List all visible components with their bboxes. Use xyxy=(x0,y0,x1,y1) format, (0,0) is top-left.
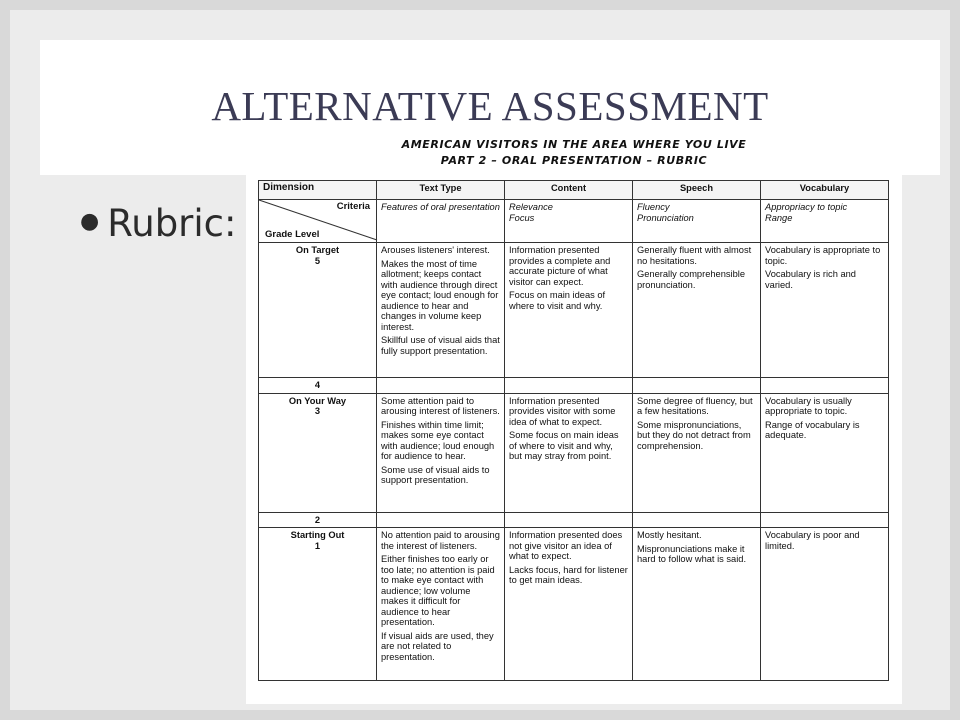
level-5-label-cell xyxy=(259,243,377,378)
cell-item: Generally comprehensible pronunciation. xyxy=(637,269,746,290)
empty-cell xyxy=(505,378,633,394)
level-5-text-type xyxy=(377,243,505,378)
criteria-speech-2: Pronunciation xyxy=(637,212,694,223)
cell-item: Vocabulary is poor and limited. xyxy=(765,530,860,551)
empty-cell xyxy=(377,378,505,394)
cell-item: No attention paid to arousing the interest of listeners. xyxy=(381,530,500,551)
level-2-number: 2 xyxy=(259,512,377,528)
level-3-text-type xyxy=(377,393,505,512)
cell-item: Mispronunciations make it hard to follow what is said. xyxy=(637,543,747,564)
level-3-number: 3 xyxy=(314,406,321,416)
slide-title: ALTERNATIVE ASSESSMENT xyxy=(211,83,769,129)
cell-item: Some use of visual aids to support presentation. xyxy=(381,464,490,485)
rubric-table xyxy=(258,180,889,681)
criteria-row xyxy=(259,200,889,243)
rubric-document xyxy=(246,138,902,704)
level-5-label: On Target xyxy=(295,245,340,255)
level-3-speech xyxy=(633,393,761,512)
level-1-speech xyxy=(633,528,761,681)
grade-level-label: Grade Level xyxy=(265,228,320,240)
header-content: Content xyxy=(505,181,633,200)
level-4-number: 4 xyxy=(259,378,377,394)
empty-cell xyxy=(505,512,633,528)
level-3-label: On Your Way xyxy=(288,395,347,406)
cell-item: Either finishes too early or too late; no attention is paid to make eye contact with audience; low volume makes it difficult for audience to hear presentation. xyxy=(381,554,495,627)
level-4-row xyxy=(259,378,889,394)
level-1-content xyxy=(505,528,633,681)
bullet-item xyxy=(80,202,237,245)
cell-item: Information presented does not give visitor an idea of what to expect. xyxy=(509,530,623,561)
criteria-content xyxy=(505,200,633,243)
bullet-icon: ● xyxy=(80,209,100,234)
cell-item: Information presented provides a complete and accurate picture of what visitor can expect. xyxy=(509,245,611,287)
level-1-vocabulary xyxy=(761,528,889,681)
cell-item: Some focus on main ideas of where to visit and why, but may stray from point. xyxy=(509,430,619,461)
level-1-label-cell xyxy=(259,528,377,681)
empty-cell xyxy=(377,512,505,528)
level-5-row xyxy=(259,243,889,378)
level-5-number: 5 xyxy=(314,255,321,266)
level-1-number: 1 xyxy=(314,540,321,551)
cell-item: Makes the most of time allotment; keeps contact with audience through direct eye contact; loud enough for audience to hear and changes in volume keep interest. xyxy=(381,258,499,332)
empty-cell xyxy=(633,378,761,394)
cell-item: Generally fluent with almost no hesitations. xyxy=(637,245,752,266)
criteria-vocabulary-1: Appropriacy to topic xyxy=(765,202,848,212)
bullet-text: Rubric: xyxy=(107,202,237,245)
header-vocabulary: Vocabulary xyxy=(761,181,889,200)
cell-item: Lacks focus, hard for listener to get main ideas. xyxy=(509,564,628,585)
level-2-row xyxy=(259,512,889,528)
empty-cell xyxy=(761,378,889,394)
cell-item: Vocabulary is usually appropriate to topic. xyxy=(765,395,852,416)
header-text-type: Text Type xyxy=(377,181,505,200)
cell-item: If visual aids are used, they are not related to presentation. xyxy=(381,630,494,662)
empty-cell xyxy=(761,512,889,528)
level-1-label: Starting Out xyxy=(290,530,345,540)
level-3-label-cell xyxy=(259,393,377,512)
cell-item: Some degree of fluency, but a few hesitations. xyxy=(637,395,753,416)
level-1-text-type xyxy=(377,528,505,681)
criteria-vocabulary-2: Range xyxy=(765,212,793,223)
level-3-row xyxy=(259,393,889,512)
cell-item: Some mispronunciations, but they do not detract from comprehension. xyxy=(637,419,751,451)
cell-item: Some attention paid to arousing interest of listeners. xyxy=(381,395,500,416)
empty-cell xyxy=(633,512,761,528)
cell-item: Vocabulary is rich and varied. xyxy=(765,269,856,290)
cell-item: Arouses listeners' interest. xyxy=(381,245,490,255)
criteria-content-2: Focus xyxy=(509,212,535,223)
criteria-grade-cell xyxy=(259,200,377,243)
cell-item: Vocabulary is appropriate to topic. xyxy=(765,245,881,266)
level-1-row xyxy=(259,528,889,681)
criteria-speech xyxy=(633,200,761,243)
level-5-content xyxy=(505,243,633,378)
criteria-text-type: Features of oral presentation xyxy=(377,200,505,243)
criteria-vocabulary xyxy=(761,200,889,243)
level-3-vocabulary xyxy=(761,393,889,512)
criteria-label: Criteria xyxy=(336,201,370,212)
cell-item: Range of vocabulary is adequate. xyxy=(765,419,860,440)
cell-item: Information presented provides visitor with some idea of what to expect. xyxy=(509,395,616,427)
level-3-content xyxy=(505,393,633,512)
header-row xyxy=(259,181,889,200)
header-dimension: Dimension xyxy=(259,181,377,200)
header-speech: Speech xyxy=(633,181,761,200)
cell-item: Mostly hesitant. xyxy=(637,530,702,540)
doc-heading-2: PART 2 – ORAL PRESENTATION – RUBRIC xyxy=(440,154,708,167)
cell-item: Skillful use of visual aids that fully support presentation. xyxy=(381,335,500,356)
cell-item: Focus on main ideas of where to visit and why. xyxy=(509,290,606,311)
criteria-speech-1: Fluency xyxy=(637,202,670,212)
level-5-speech xyxy=(633,243,761,378)
cell-item: Finishes within time limit; makes some eye contact with audience; loud enough for audience to hear. xyxy=(381,419,495,461)
doc-heading-1: AMERICAN VISITORS IN THE AREA WHERE YOU LIVE xyxy=(401,138,747,151)
level-5-vocabulary xyxy=(761,243,889,378)
criteria-content-1: Relevance xyxy=(509,202,553,212)
